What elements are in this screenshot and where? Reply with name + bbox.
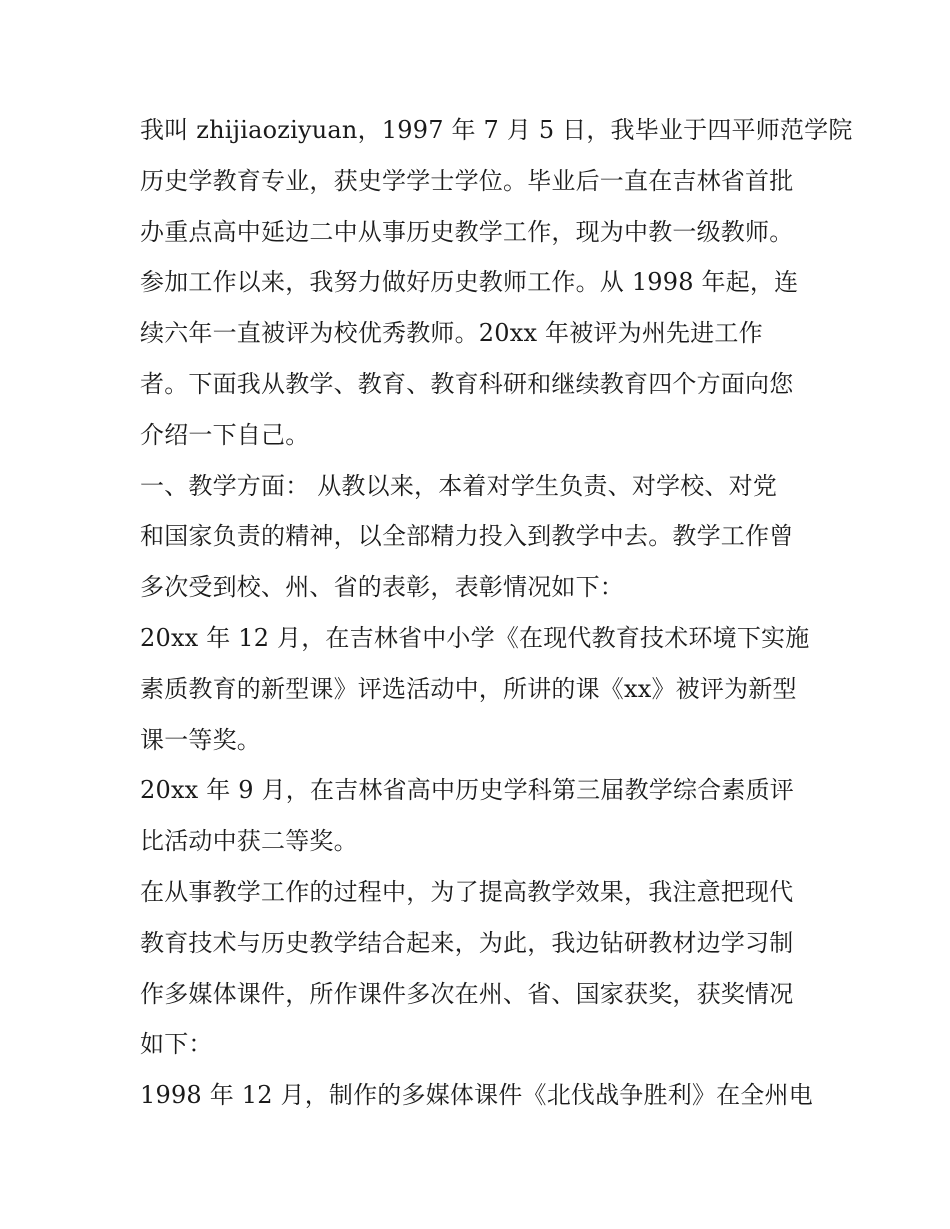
text-line: 20xx 年 12 月，在吉林省中小学《在现代教育技术环境下实施	[140, 623, 810, 652]
text-line: 办重点高中延边二中从事历史教学工作，现为中教一级教师。	[140, 217, 794, 246]
text-line: 多次受到校、州、省的表彰，表彰情况如下：	[140, 573, 624, 602]
text-line: 20xx 年 9 月，在吉林省高中历史学科第三届教学综合素质评	[140, 776, 794, 805]
text-line: 如下：	[140, 1030, 213, 1059]
text-line: 和国家负责的精神，以全部精力投入到教学中去。教学工作曾	[140, 522, 794, 551]
text-line: 续六年一直被评为校优秀教师。20xx 年被评为州先进工作	[140, 319, 763, 348]
text-line: 历史学教育专业，获史学学士学位。毕业后一直在吉林省首批	[140, 166, 794, 195]
text-line: 1998 年 12 月，制作的多媒体课件《北伐战争胜利》在全州电	[140, 1081, 813, 1110]
text-line: 参加工作以来，我努力做好历史教师工作。从 1998 年起，连	[140, 268, 799, 297]
text-line: 介绍一下自己。	[140, 420, 310, 449]
section-heading-line: 一、教学方面： 从教以来，本着对学生负责、对学校、对党	[140, 471, 778, 500]
text-line: 在从事教学工作的过程中，为了提高教学效果，我注意把现代	[140, 877, 794, 906]
text-line: 素质教育的新型课》评选活动中，所讲的课《xx》被评为新型	[140, 674, 797, 703]
text-line: 者。下面我从教学、教育、教育科研和继续教育四个方面向您	[140, 369, 794, 398]
text-line: 作多媒体课件，所作课件多次在州、省、国家获奖，获奖情况	[140, 979, 794, 1008]
text-line: 教育技术与历史教学结合起来，为此，我边钻研教材边学习制	[140, 928, 794, 957]
text-line: 课一等奖。	[140, 725, 261, 754]
text-line: 我叫 zhijiaoziyuan，1997 年 7 月 5 日，我毕业于四平师范学院	[140, 116, 853, 144]
document-body	[140, 105, 853, 1121]
text-line: 比活动中获二等奖。	[140, 827, 358, 856]
